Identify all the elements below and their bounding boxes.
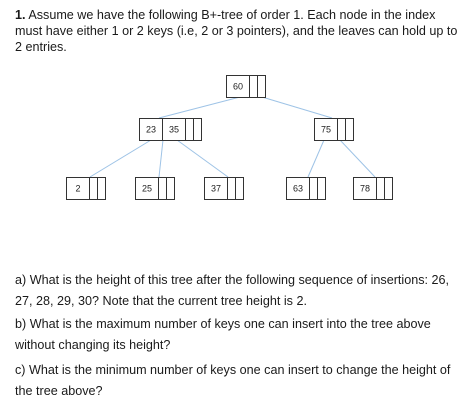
problem-intro-text: Assume we have the following B+-tree of order 1. Each node in the index must have either 1 or 2 keys (i.e, 2 or 3 pointers), and the leaves can hold up to 2 entries.	[15, 8, 458, 54]
tree-edge-root-to-internal-left	[159, 97, 240, 118]
node-key-label: 23	[145, 124, 157, 135]
question-a: a) What is the height of this tree after the following sequence of insertions: 26, 27, 28, 29, 30? Note that the current tree height is 2.	[15, 273, 450, 308]
node-key-label: 25	[141, 183, 153, 194]
node-pointer-cell	[194, 119, 202, 141]
node-key-label: 60	[232, 81, 244, 92]
node-pointer-cell	[250, 76, 258, 98]
tree-node-root	[227, 76, 266, 98]
node-pointer-cell	[310, 178, 318, 200]
question-c: c) What is the minimum number of keys one can insert to change the height of the tree above?	[15, 363, 451, 398]
tree-edge-internal-left-to-leaf-1	[90, 140, 151, 177]
tree-edge-internal-left-to-leaf-2	[159, 140, 163, 177]
node-pointer-cell	[318, 178, 326, 200]
tree-node-leaf-3	[205, 178, 244, 200]
node-key-label: 2	[75, 183, 81, 194]
node-key-label: 78	[359, 183, 371, 194]
node-key-label: 37	[210, 183, 222, 194]
node-pointer-cell	[186, 119, 194, 141]
node-key-label: 35	[168, 124, 180, 135]
tree-edge-internal-left-to-leaf-3	[177, 140, 228, 177]
node-pointer-cell	[236, 178, 244, 200]
tree-node-internal-left	[140, 119, 202, 141]
question-b: b) What is the maximum number of keys one can insert into the tree above without changing its height?	[15, 317, 431, 352]
node-pointer-cell	[346, 119, 354, 141]
tree-node-internal-right	[315, 119, 354, 141]
tree-node-leaf-4	[287, 178, 326, 200]
tree-edge-internal-right-to-leaf-4	[308, 140, 324, 177]
problem-number: 1.	[15, 8, 26, 22]
tree-edge-root-to-internal-right	[262, 97, 332, 118]
tree-node-leaf-5	[354, 178, 393, 200]
node-pointer-cell	[385, 178, 393, 200]
node-pointer-cell	[98, 178, 106, 200]
node-pointer-cell	[258, 76, 266, 98]
node-key-label: 75	[320, 124, 332, 135]
node-pointer-cell	[159, 178, 167, 200]
tree-node-leaf-1	[67, 178, 106, 200]
node-pointer-cell	[90, 178, 98, 200]
node-pointer-cell	[167, 178, 175, 200]
node-pointer-cell	[338, 119, 346, 141]
tree-edge-internal-right-to-leaf-5	[340, 140, 375, 177]
tree-node-leaf-2	[136, 178, 175, 200]
tree-nodes	[67, 76, 393, 200]
node-pointer-cell	[228, 178, 236, 200]
node-pointer-cell	[377, 178, 385, 200]
node-key-label: 63	[292, 183, 304, 194]
